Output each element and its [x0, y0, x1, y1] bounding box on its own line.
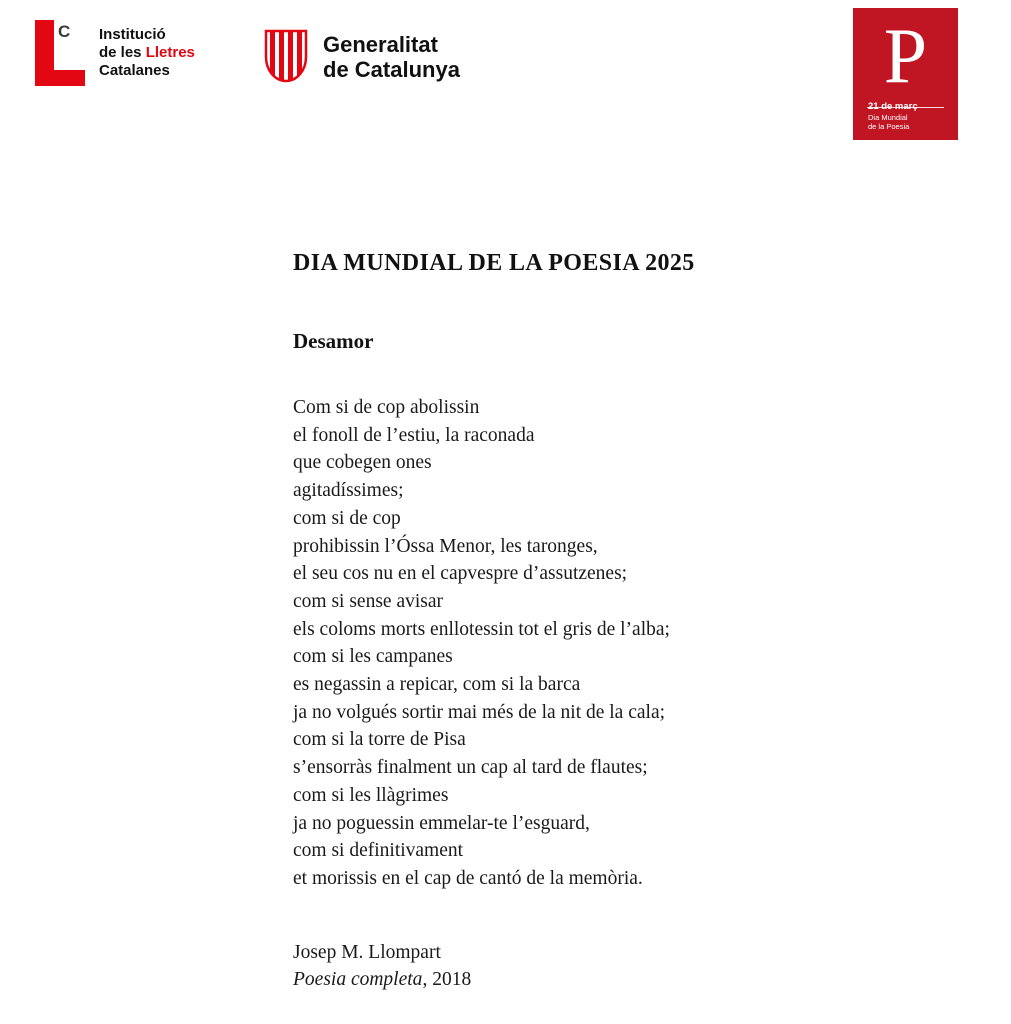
ilc-line1: Institució: [99, 26, 166, 43]
poem-author: Josep M. Llompart: [293, 941, 441, 963]
attribution: [293, 939, 913, 994]
poem-line: ja no volgués sortir mai més de la nit de la cala;: [293, 701, 666, 723]
generalitat-logo: [263, 28, 460, 84]
poem-line: com si sense avisar: [293, 590, 444, 612]
header: [0, 0, 1011, 150]
poem-line: com si les llàgrimes: [293, 784, 449, 806]
page-title: DIA MUNDIAL DE LA POESIA 2025: [293, 250, 695, 276]
poem-line: s’ensorràs finalment un cap al tard de flautes;: [293, 757, 648, 779]
poem-line: et morissis en el cap de cantó de la memòria.: [293, 867, 643, 889]
ilc-logo-text: [99, 26, 195, 80]
poem-line: ja no poguessin emmelar-te l’esguard,: [293, 812, 590, 834]
svg-text:C: C: [58, 22, 71, 41]
poesia-badge-caption: [868, 101, 918, 131]
main-content: [293, 250, 913, 994]
poem-body: [293, 394, 913, 893]
poesia-badge-sub2: de la Poesia: [868, 122, 910, 131]
poem-line: el seu cos nu en el capvespre d’assutzenes;: [293, 563, 628, 585]
ilc-logo: [35, 20, 195, 86]
poem-line: el fonoll de l’estiu, la raconada: [293, 424, 535, 446]
poem-line: prohibissin l’Óssa Menor, les taronges,: [293, 535, 598, 557]
poesia-p-letter: P: [883, 12, 928, 99]
poem-title: Desamor: [293, 329, 374, 353]
poesia-day-badge: [853, 8, 958, 140]
ilc-line2: de les Lletres: [99, 44, 195, 61]
poesia-badge-date: 21 de març: [868, 101, 918, 112]
poesia-badge-sub1: Dia Mundial: [868, 113, 908, 122]
poem-source: [293, 966, 913, 994]
generalitat-line1: Generalitat: [323, 32, 438, 57]
generalitat-logo-text: [323, 32, 460, 82]
ilc-line3: Catalanes: [99, 62, 170, 79]
poem-source-title: Poesia completa: [293, 969, 423, 991]
poem-line: com si la torre de Pisa: [293, 729, 466, 751]
poem-line: com si les campanes: [293, 646, 453, 668]
generalitat-line2: de Catalunya: [323, 57, 460, 82]
poem-line: els coloms morts enllotessin tot el gris de l’alba;: [293, 618, 670, 640]
poem-line: Com si de cop abolissin: [293, 397, 480, 418]
senyera-shield-icon: [263, 28, 309, 84]
ilc-logo-icon: [35, 20, 89, 86]
poem-line: com si definitivament: [293, 840, 464, 862]
poem-source-year: , 2018: [422, 969, 472, 991]
poem-line: es negassin a repicar, com si la barca: [293, 674, 581, 696]
poem-line: com si de cop: [293, 507, 401, 529]
ilc-line2-highlight: Lletres: [145, 44, 195, 61]
poem-line: agitadíssimes;: [293, 480, 404, 502]
poem-line: que cobegen ones: [293, 452, 432, 474]
